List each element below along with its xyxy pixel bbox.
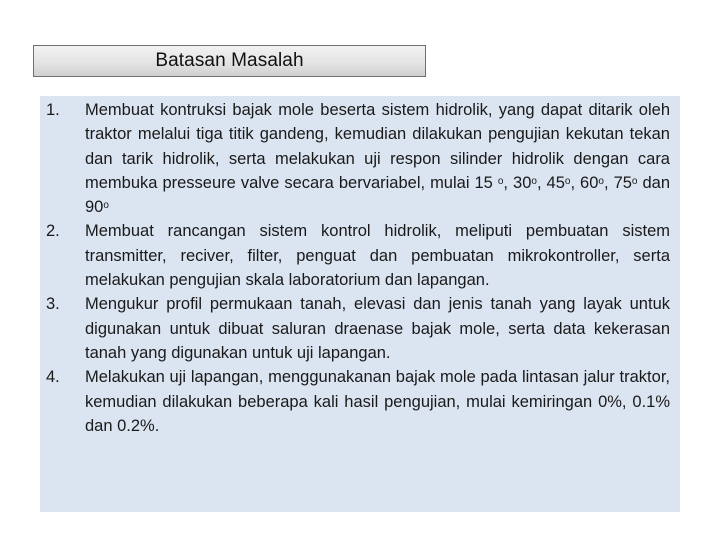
list-item-text: Membuat rancangan sistem kontrol hidrolik, meliputi pembuatan sistem transmitter, reciver, filter, penguat dan pembuatan mikrokontroller, serta melakukan pengujian skala laboratorium dan lapangan. [85,222,670,290]
degree-mark: o [564,175,571,187]
list-item-number: 4. [46,368,60,387]
angle-value: 90 [85,198,104,217]
angle-value: 30 [513,173,532,192]
problem-list [40,98,670,438]
angle-value: 60 [580,173,599,192]
title-box [33,45,426,77]
angle-value: 75 [613,173,632,192]
list-item-text: Membuat kontruksi bajak mole beserta sistem hidrolik, yang dapat ditarik oleh traktor melalui tiga titik gandeng, kemudian dilakukan pengujian kekutan tekan dan tarik hidrolik, serta melakukan uji respon silinder hidrolik dengan cara membuka presseure valve secara bervariabel, mulai [85,101,670,192]
list-item-text: Mengukur profil permukaan tanah, elevasi dan jenis tanah yang layak untuk digunakan untuk dibuat saluran draenase bajak mole, serta data kekerasan tanah yang digunakan untuk uji lapangan. [85,295,670,362]
angle-value: 15 [474,173,493,192]
content-box [40,96,680,512]
angle-value: 45 [546,173,565,192]
list-item [40,292,670,365]
angles-joiner: dan [642,173,671,192]
degree-mark: o [497,175,504,187]
degree-mark: o [531,175,537,187]
list-item: 1. Membuat kontruksi bajak mole beserta sistem hidrolik, yang dapat ditarik oleh traktor melalui tiga titik gandeng, kemudian dilakukan pengujian kekutan tekan dan tarik hidrolik, serta melakukan uji respon silinder hidrolik dengan cara membuka presseure valve secara bervariabel, mulai 15 $^o$, 30$^o$, 45$^o$, 60$^o$, 75$^o$ dan 90$^o$ [40,98,670,219]
list-item [40,219,670,292]
list-item-text: Melakukan uji lapangan, menggunakanan bajak mole pada lintasan jalur traktor, kemudian dilakukan beberapa kali hasil pengujian, mulai kemiringan 0%, 0.1% dan 0.2%. [85,368,670,435]
degree-mark: o [103,200,109,212]
degree-mark: o [598,175,604,187]
list-item-number: 3. [46,295,60,314]
page-title: Batasan Masalah [155,50,304,71]
degree-mark: o [631,175,638,187]
list-item-number: 2. [46,222,60,241]
list-item-number: 1. [46,101,60,119]
list-item [40,365,670,438]
